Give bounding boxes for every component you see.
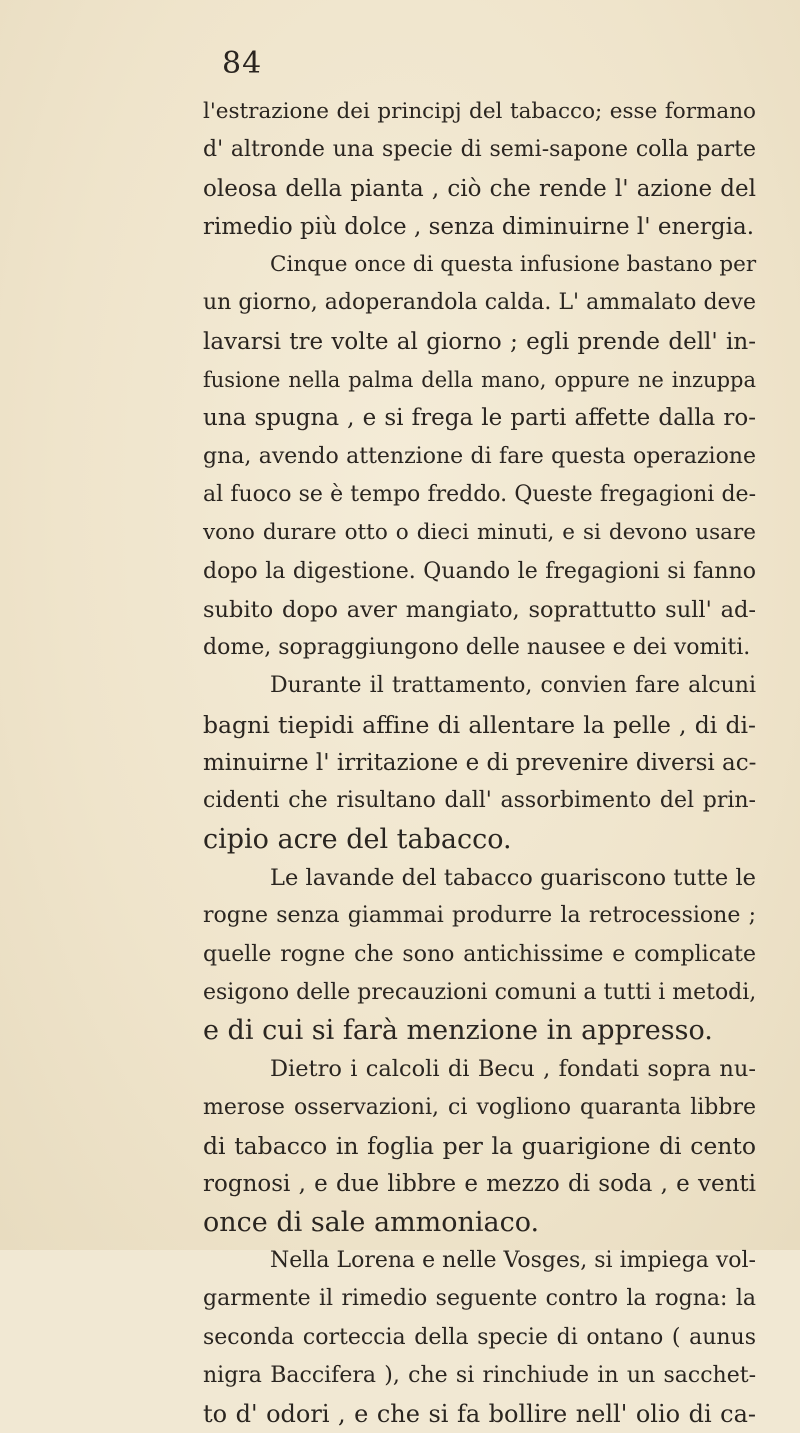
text-line: al fuoco se è tempo freddo. Queste fregagioni de- [203,481,756,507]
text-line: Le lavande del tabacco guariscono tutte le [270,864,756,891]
text-line: nigra Baccifera ), che si rinchiude in un sacchet- [203,1362,756,1388]
text-line: to d' odori , e che si fa bollire nell' olio di ca- [203,1400,756,1429]
text-line: rogne senza giammai produrre la retrocessione ; [203,903,756,929]
text-line: subito dopo aver mangiato, soprattutto sull' ad- [203,596,756,623]
text-line: di tabacco in foglia per la guarigione di cento [203,1132,756,1161]
text-line: fusione nella palma della mano, oppure ne inzuppa [203,368,756,393]
text-line: cipio acre del tabacco. [203,823,512,855]
text-line: once di sale ammoniaco. [203,1206,540,1238]
text-line: merose osservazioni, ci vogliono quaranta libbre [203,1094,756,1120]
text-line: dome, sopraggiungono delle nausee e dei vomiti. [203,635,751,661]
text-line: Nella Lorena e nelle Vosges, si impiega vol- [270,1247,756,1273]
text-line: l'estrazione dei principj del tabacco; esse formano [203,99,756,124]
text-line: d' altronde una specie di semi-sapone colla parte [203,137,756,163]
text-line: vono durare otto o dieci minuti, e si devono usare [203,520,756,546]
text-line: cidenti che risultano dall' assorbimento del prin- [203,788,756,814]
text-line: Durante il trattamento, convien fare alcuni [270,673,756,699]
text-line: bagni tiepidi affine di allentare la pelle , di di- [203,710,756,739]
text-line: esigono delle precauzioni comuni a tutti i metodi, [203,979,757,1005]
text-line: una spugna , e si frega le parti affette dalla ro- [203,405,756,432]
text-line: garmente il rimedio seguente contro la rogna: la [203,1286,756,1312]
text-line: quelle rogne che sono antichissime e complicate [203,941,756,967]
text-line: un giorno, adoperandola calda. L' ammalato deve [203,290,756,316]
body-text [203,93,756,1433]
text-line: minuirne l' irritazione e di prevenire diversi ac- [203,750,757,777]
text-line: gna, avendo attenzione di fare questa operazione [203,443,756,469]
text-line: rimedio più dolce , senza diminuirne l' energia. [203,213,755,240]
text-line: oleosa della pianta , ciò che rende l' azione del [203,175,756,202]
text-line: e di cui si farà menzione in appresso. [203,1015,713,1047]
page-number: 84 [222,46,263,81]
text-line: seconda corteccia della specie di ontano ( aunus [203,1324,756,1350]
text-line: Dietro i calcoli di Becu , fondati sopra nu- [270,1056,756,1083]
text-line: Cinque once di questa infusione bastano per [270,252,757,278]
text-line: dopo la digestione. Quando le fregagioni si fanno [203,558,756,584]
text-line: rognosi , e due libbre e mezzo di soda , e venti [203,1171,756,1198]
text-line: lavarsi tre volte al giorno ; egli prende dell' in- [203,328,756,355]
